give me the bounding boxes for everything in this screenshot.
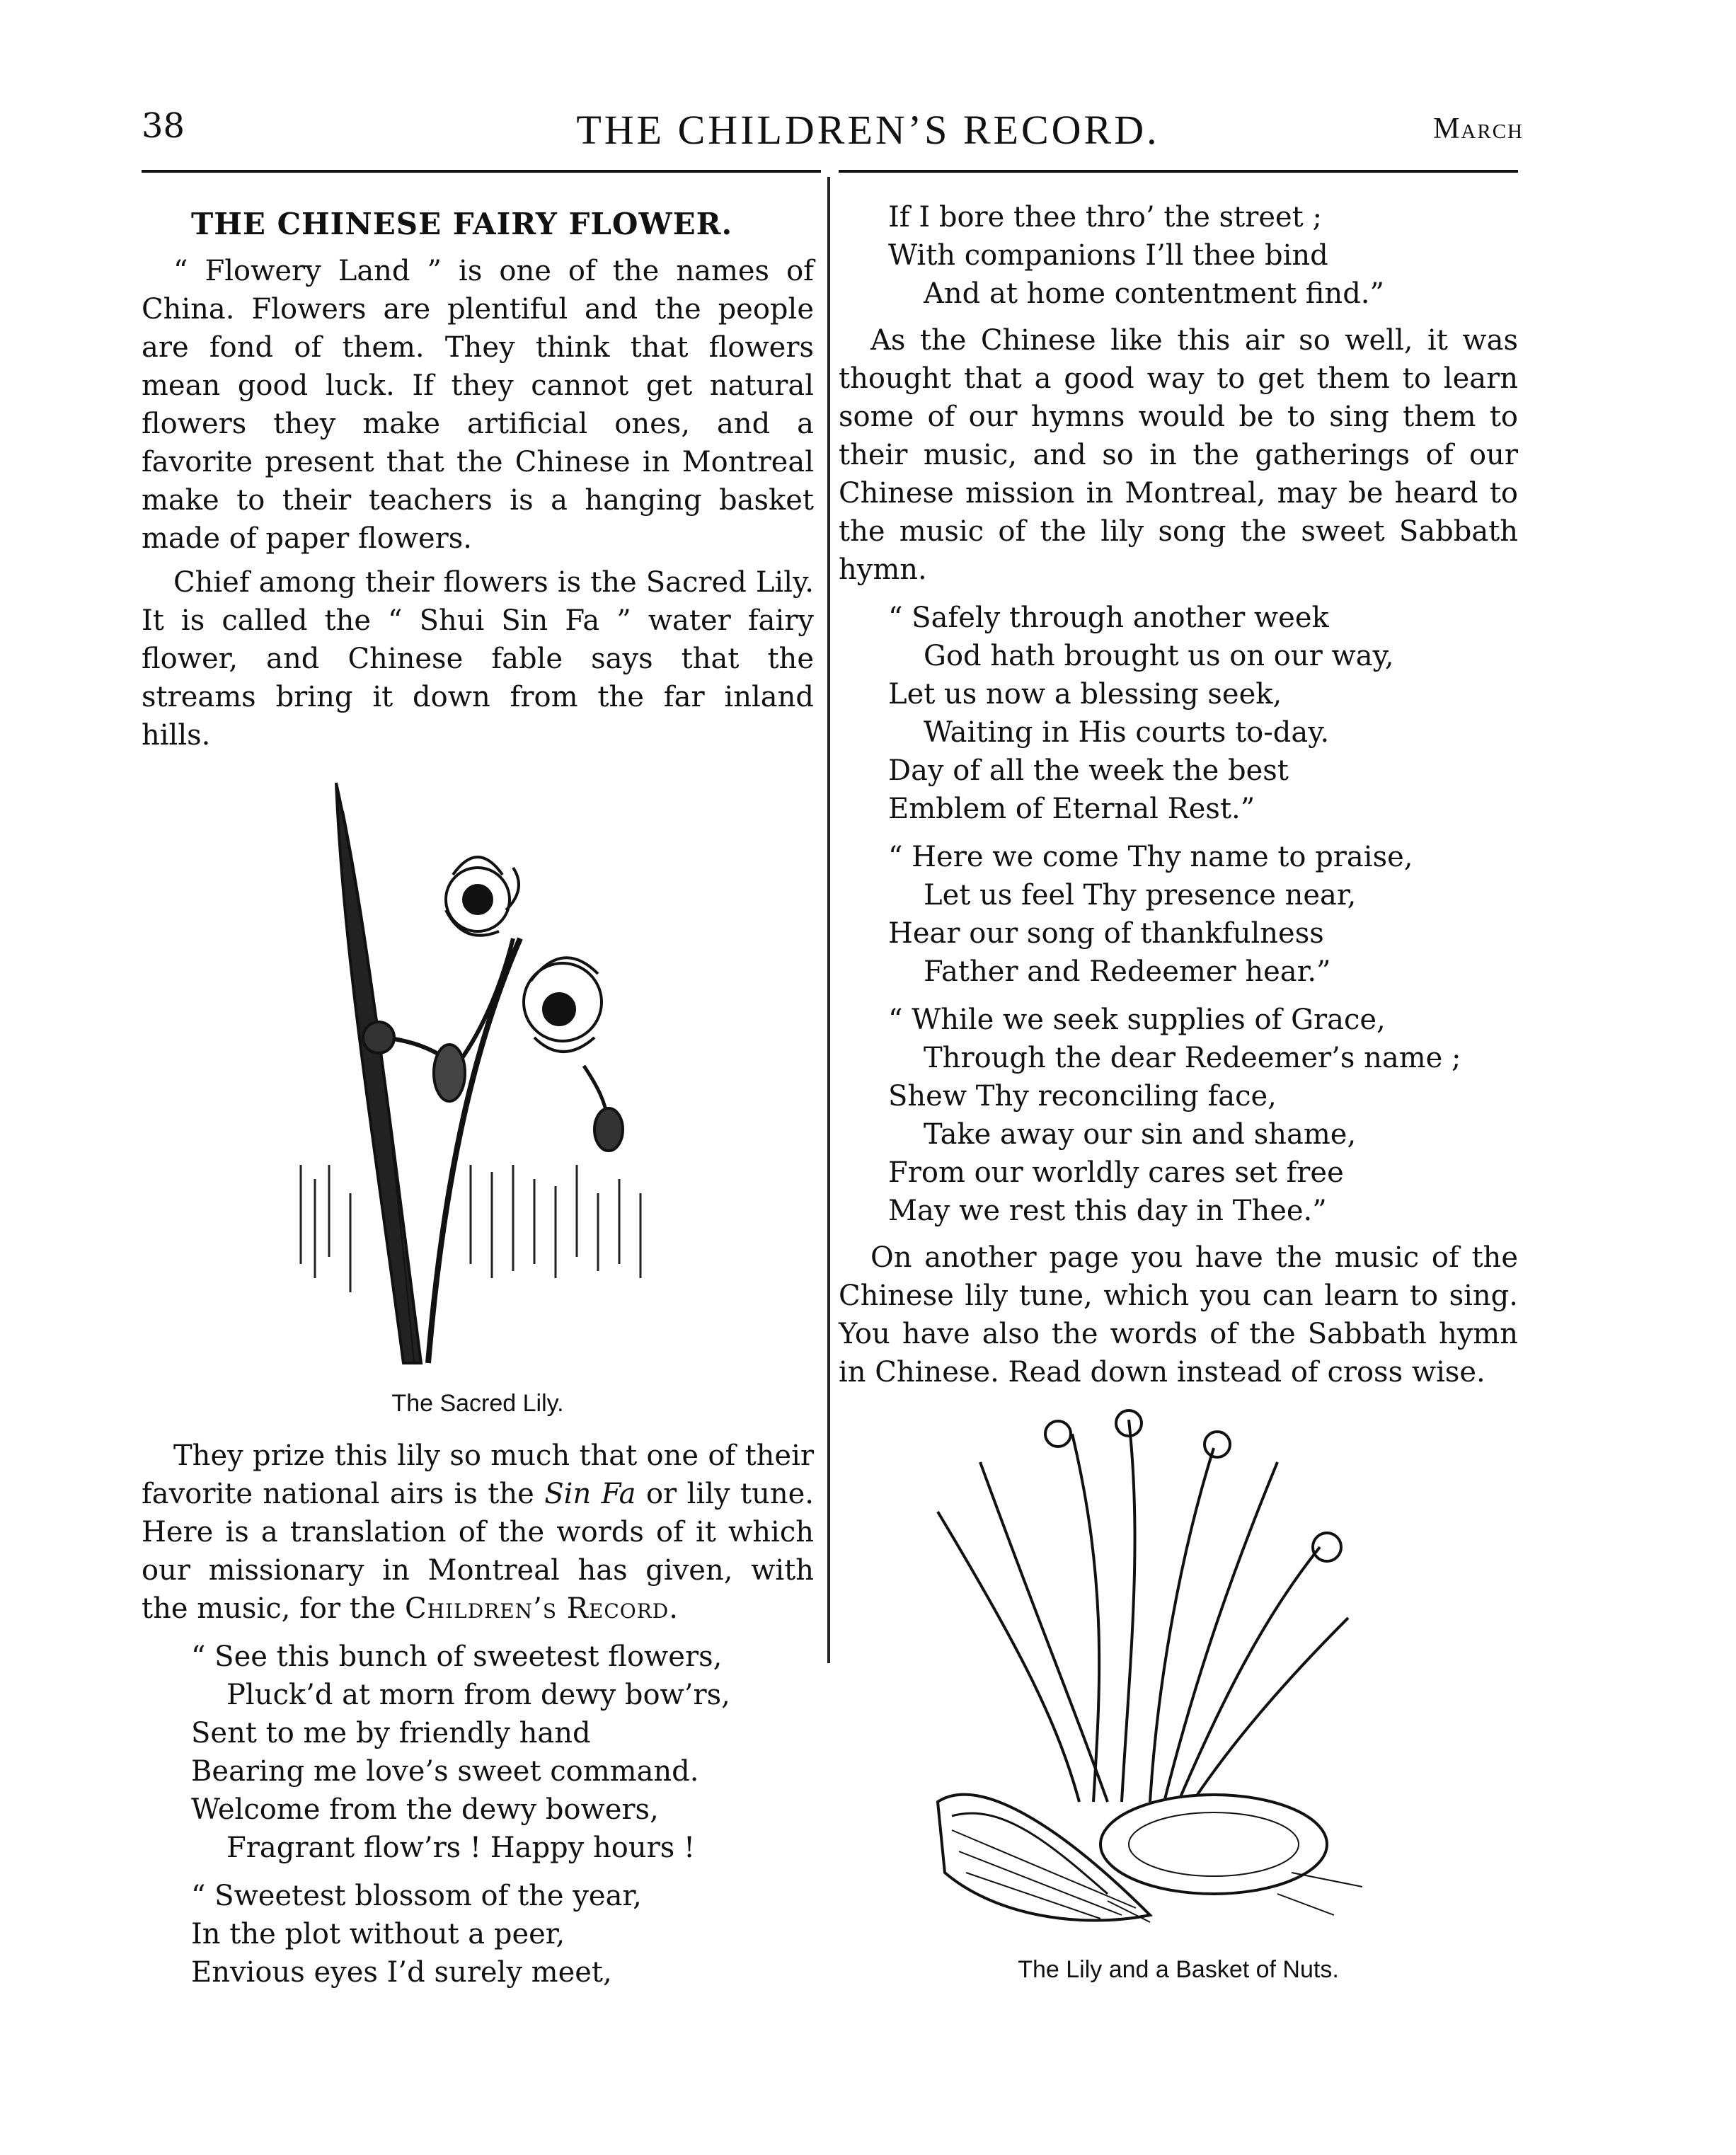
figure-caption-sacred-lily: The Sacred Lily.	[391, 1390, 564, 1417]
verse-line: Bearing me love’s sweet command.	[191, 1755, 699, 1788]
verse-line: “ See this bunch of sweetest flowers,	[191, 1640, 723, 1673]
header-rule-right	[839, 170, 1518, 173]
column-divider	[827, 177, 830, 1663]
verse-line: Pluck’d at morn from dewy bow’rs,	[226, 1679, 730, 1711]
lily-tune-text-mid: or lily tune. Here is a translation of the words of it which our missionary in Montreal has given, with the music, for the	[142, 1478, 814, 1625]
hymn-line: “ Safely through another week	[888, 602, 1329, 634]
verse-line: With companions I’ll thee bind	[888, 239, 1328, 272]
hymn-verse-3	[888, 1001, 1518, 1230]
hymn-line: Take away our sin and shame,	[924, 1118, 1357, 1151]
sin-fa-term: Sin Fa	[544, 1478, 636, 1510]
verse-line: Sent to me by friendly hand	[191, 1717, 591, 1749]
figure-sacred-lily	[142, 769, 814, 1423]
verse-line: Fragrant flow’rs ! Happy hours !	[226, 1832, 696, 1864]
verse-line: “ Sweetest blossom of the year,	[191, 1880, 642, 1912]
hymn-line: “ While we seek supplies of Grace,	[888, 1004, 1386, 1036]
hymn-line: Let us feel Thy presence near,	[924, 879, 1357, 912]
song-verse-1	[191, 1638, 814, 1867]
hymn-line: Shew Thy reconciling face,	[888, 1080, 1277, 1113]
childrens-record-mention: Children’s Record	[405, 1592, 669, 1625]
verse-line: In the plot without a peer,	[191, 1918, 565, 1950]
paragraph-flowery-land: “ Flowery Land ” is one of the names of China. Flowers are plentiful and the people are fond of them. They think that flowers mean good luck. If they cannot get natural flowers they make artificial ones, and a favorite present that the Chinese in Montreal make to their teachers is a hanging basket made of paper flowers.	[142, 255, 814, 555]
page-number: 38	[142, 106, 185, 146]
figure-caption-lily-basket: The Lily and a Basket of Nuts.	[1018, 1956, 1339, 1983]
lily-basket-illustration	[895, 1406, 1461, 1943]
article-title: THE CHINESE FAIRY FLOWER.	[191, 207, 733, 241]
running-title: THE CHILDREN’S RECORD.	[576, 107, 1160, 153]
hymn-line: May we rest this day in Thee.”	[888, 1195, 1327, 1227]
paragraph-chinese-mission: As the Chinese like this air so well, it was thought that a good way to get them to learn some of our hymns would be to sing them to their music, and so in the gatherings of our Chinese mission in Montreal, may be heard to the music of the lily song the sweet Sabbath hymn.	[839, 324, 1518, 586]
hymn-line: Let us now a blessing seek,	[888, 678, 1282, 711]
hymn-line: God hath brought us on our way,	[924, 640, 1394, 672]
song-verse-2-part-1	[191, 1877, 814, 1992]
left-column	[142, 198, 814, 2000]
header-rule-left	[142, 170, 821, 173]
hymn-line: Emblem of Eternal Rest.”	[888, 793, 1255, 825]
hymn-line: Father and Redeemer hear.”	[924, 955, 1331, 988]
verse-line: And at home contentment find.”	[924, 277, 1384, 310]
paragraph-music-page: On another page you have the music of the Chinese lily tune, which you can learn to sing. You have also the words of the Sabbath hymn in Chinese. Read down instead of cross wise.	[839, 1241, 1518, 1389]
hymn-line: “ Here we come Thy name to praise,	[888, 841, 1413, 873]
paragraph-sacred-lily: Chief among their flowers is the Sacred Lily. It is called the “ Shui Sin Fa ” water fairy flower, and Chinese fable says that the streams bring it down from the far inland hills.	[142, 566, 814, 752]
lily-tune-text-end: .	[669, 1592, 678, 1625]
hymn-verse-2	[888, 838, 1518, 991]
lily-tune-text-start: They prize this lily so much that one of their favorite national airs is the	[142, 1439, 814, 1510]
right-column	[839, 198, 1518, 2003]
month-label: March	[1433, 113, 1524, 145]
sacred-lily-illustration	[287, 769, 669, 1377]
paragraph-lily-tune	[142, 1437, 814, 1628]
hymn-line: Waiting in His courts to-day.	[924, 716, 1330, 749]
figure-lily-basket	[839, 1406, 1518, 1989]
hymn-line: Day of all the week the best	[888, 754, 1289, 787]
hymn-verse-1	[888, 599, 1518, 828]
hymn-line: Through the dear Redeemer’s name ;	[924, 1042, 1461, 1074]
hymn-line: Hear our song of thankfulness	[888, 917, 1324, 950]
verse-line: Envious eyes I’d surely meet,	[191, 1956, 612, 1989]
hymn-line: From our worldly cares set free	[888, 1156, 1344, 1189]
verse-line: Welcome from the dewy bowers,	[191, 1793, 659, 1826]
song-verse-2-part-2	[888, 198, 1518, 313]
verse-line: If I bore thee thro’ the street ;	[888, 201, 1322, 234]
